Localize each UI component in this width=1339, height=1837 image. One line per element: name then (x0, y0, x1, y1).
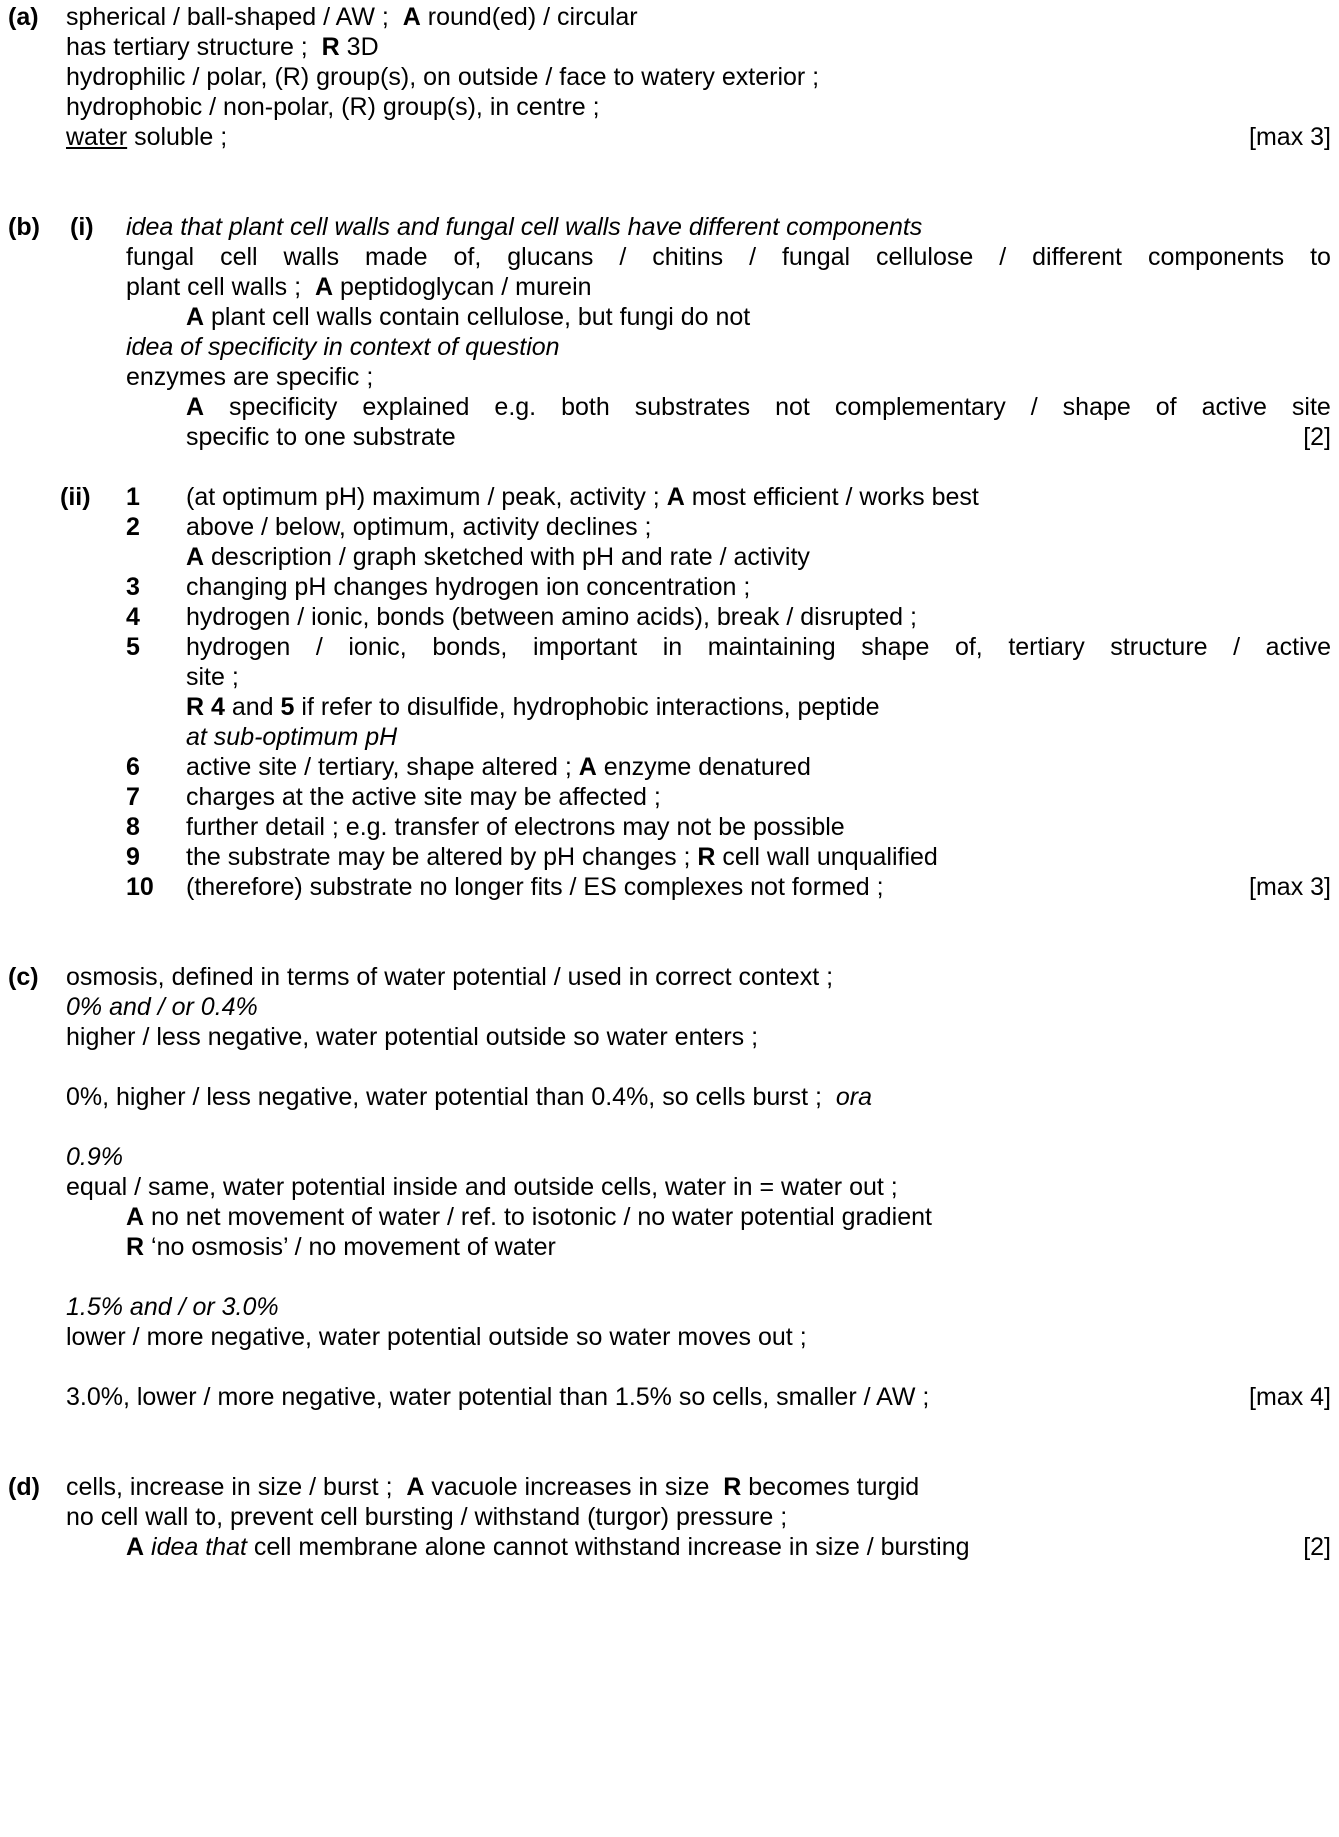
part-c-line-2: higher / less negative, water potential outside so water enters ; (66, 1023, 759, 1051)
point-5-continued: site ; (186, 663, 239, 691)
point-5-reject: R 4 and 5 if refer to disulfide, hydrophobic interactions, peptide (186, 693, 880, 721)
part-c-heading-2: 0.9% (66, 1143, 123, 1171)
part-a-line-4: hydrophobic / non-polar, (R) group(s), in centre ; (66, 93, 600, 121)
point-9: the substrate may be altered by pH changes ; R cell wall unqualified (186, 843, 938, 871)
part-c-line-4: equal / same, water potential inside and outside cells, water in = water out ; (66, 1173, 898, 1201)
point-4: hydrogen / ionic, bonds (between amino acids), break / disrupted ; (186, 603, 917, 631)
point-1: (at optimum pH) maximum / peak, activity ; A most efficient / works best (186, 483, 979, 511)
sub-optimum-heading: at sub-optimum pH (186, 723, 398, 751)
part-c-line-1: osmosis, defined in terms of water potential / used in correct context ; (66, 963, 834, 991)
point-8: further detail ; e.g. transfer of electrons may not be possible (186, 813, 845, 841)
part-c-line-7: lower / more negative, water potential outside so water moves out ; (66, 1323, 807, 1351)
part-c-marks: [max 4] (1249, 1383, 1331, 1411)
part-c-heading-3: 1.5% and / or 3.0% (66, 1293, 279, 1321)
part-a-marks: [max 3] (1249, 123, 1331, 151)
point-number: 7 (126, 783, 140, 811)
point-number: 2 (126, 513, 140, 541)
part-b-i-heading-1: idea that plant cell walls and fungal cell walls have different components (126, 213, 923, 241)
part-c-line-5: A no net movement of water / ref. to isotonic / no water potential gradient (126, 1203, 932, 1231)
part-b-ii-label: (ii) (60, 483, 91, 511)
part-c-line-3: 0%, higher / less negative, water potential than 0.4%, so cells burst ; ora (66, 1083, 873, 1111)
point-5: hydrogen / ionic, bonds, important in maintaining shape of, tertiary structure / active (186, 633, 1331, 661)
part-d-line-2: no cell wall to, prevent cell bursting / withstand (turgor) pressure ; (66, 1503, 788, 1531)
part-a-line-1: spherical / ball-shaped / AW ; A round(ed) / circular (66, 3, 638, 31)
point-3: changing pH changes hydrogen ion concentration ; (186, 573, 751, 601)
part-a-line-2: has tertiary structure ; R 3D (66, 33, 379, 61)
point-number: 8 (126, 813, 140, 841)
part-c-label: (c) (8, 963, 39, 991)
point-7: charges at the active site may be affected ; (186, 783, 661, 811)
part-a-line-5: water soluble ; (66, 123, 228, 151)
part-d-label: (d) (8, 1473, 40, 1501)
part-b-i-heading-2: idea of specificity in context of question (126, 333, 560, 361)
part-b-i-line-1: fungal cell walls made of, glucans / chitins / fungal cellulose / different components to (126, 243, 1331, 271)
part-b-ii-marks: [max 3] (1249, 873, 1331, 901)
point-2-allow: A description / graph sketched with pH and rate / activity (186, 543, 810, 571)
part-a-label: (a) (8, 3, 39, 31)
part-c-heading-1: 0% and / or 0.4% (66, 993, 258, 1021)
point-number: 1 (126, 483, 140, 511)
point-number: 5 (126, 633, 140, 661)
part-b-i-line-6: specific to one substrate (186, 423, 456, 451)
part-d-line-3: A idea that cell membrane alone cannot withstand increase in size / bursting (126, 1533, 970, 1561)
part-d-marks: [2] (1303, 1533, 1331, 1561)
point-2: above / below, optimum, activity declines ; (186, 513, 652, 541)
part-d-line-1: cells, increase in size / burst ; A vacuole increases in size R becomes turgid (66, 1473, 920, 1501)
point-number: 4 (126, 603, 140, 631)
point-number: 9 (126, 843, 140, 871)
part-b-i-line-2: plant cell walls ; A peptidoglycan / murein (126, 273, 592, 301)
part-b-label: (b) (8, 213, 40, 241)
point-number: 3 (126, 573, 140, 601)
part-b-i-line-4: enzymes are specific ; (126, 363, 374, 391)
part-b-i-label: (i) (70, 213, 94, 241)
point-number: 10 (126, 873, 154, 901)
point-number: 6 (126, 753, 140, 781)
part-c-line-6: R ‘no osmosis’ / no movement of water (126, 1233, 556, 1261)
part-c-line-8: 3.0%, lower / more negative, water potential than 1.5% so cells, smaller / AW ; (66, 1383, 930, 1411)
point-10: (therefore) substrate no longer fits / ES complexes not formed ; (186, 873, 884, 901)
point-6: active site / tertiary, shape altered ; A enzyme denatured (186, 753, 811, 781)
part-a-line-3: hydrophilic / polar, (R) group(s), on outside / face to watery exterior ; (66, 63, 820, 91)
part-b-i-line-5: A specificity explained e.g. both substrates not complementary / shape of active site (186, 393, 1331, 421)
part-b-i-marks: [2] (1303, 423, 1331, 451)
part-b-i-line-3: A plant cell walls contain cellulose, but fungi do not (186, 303, 751, 331)
